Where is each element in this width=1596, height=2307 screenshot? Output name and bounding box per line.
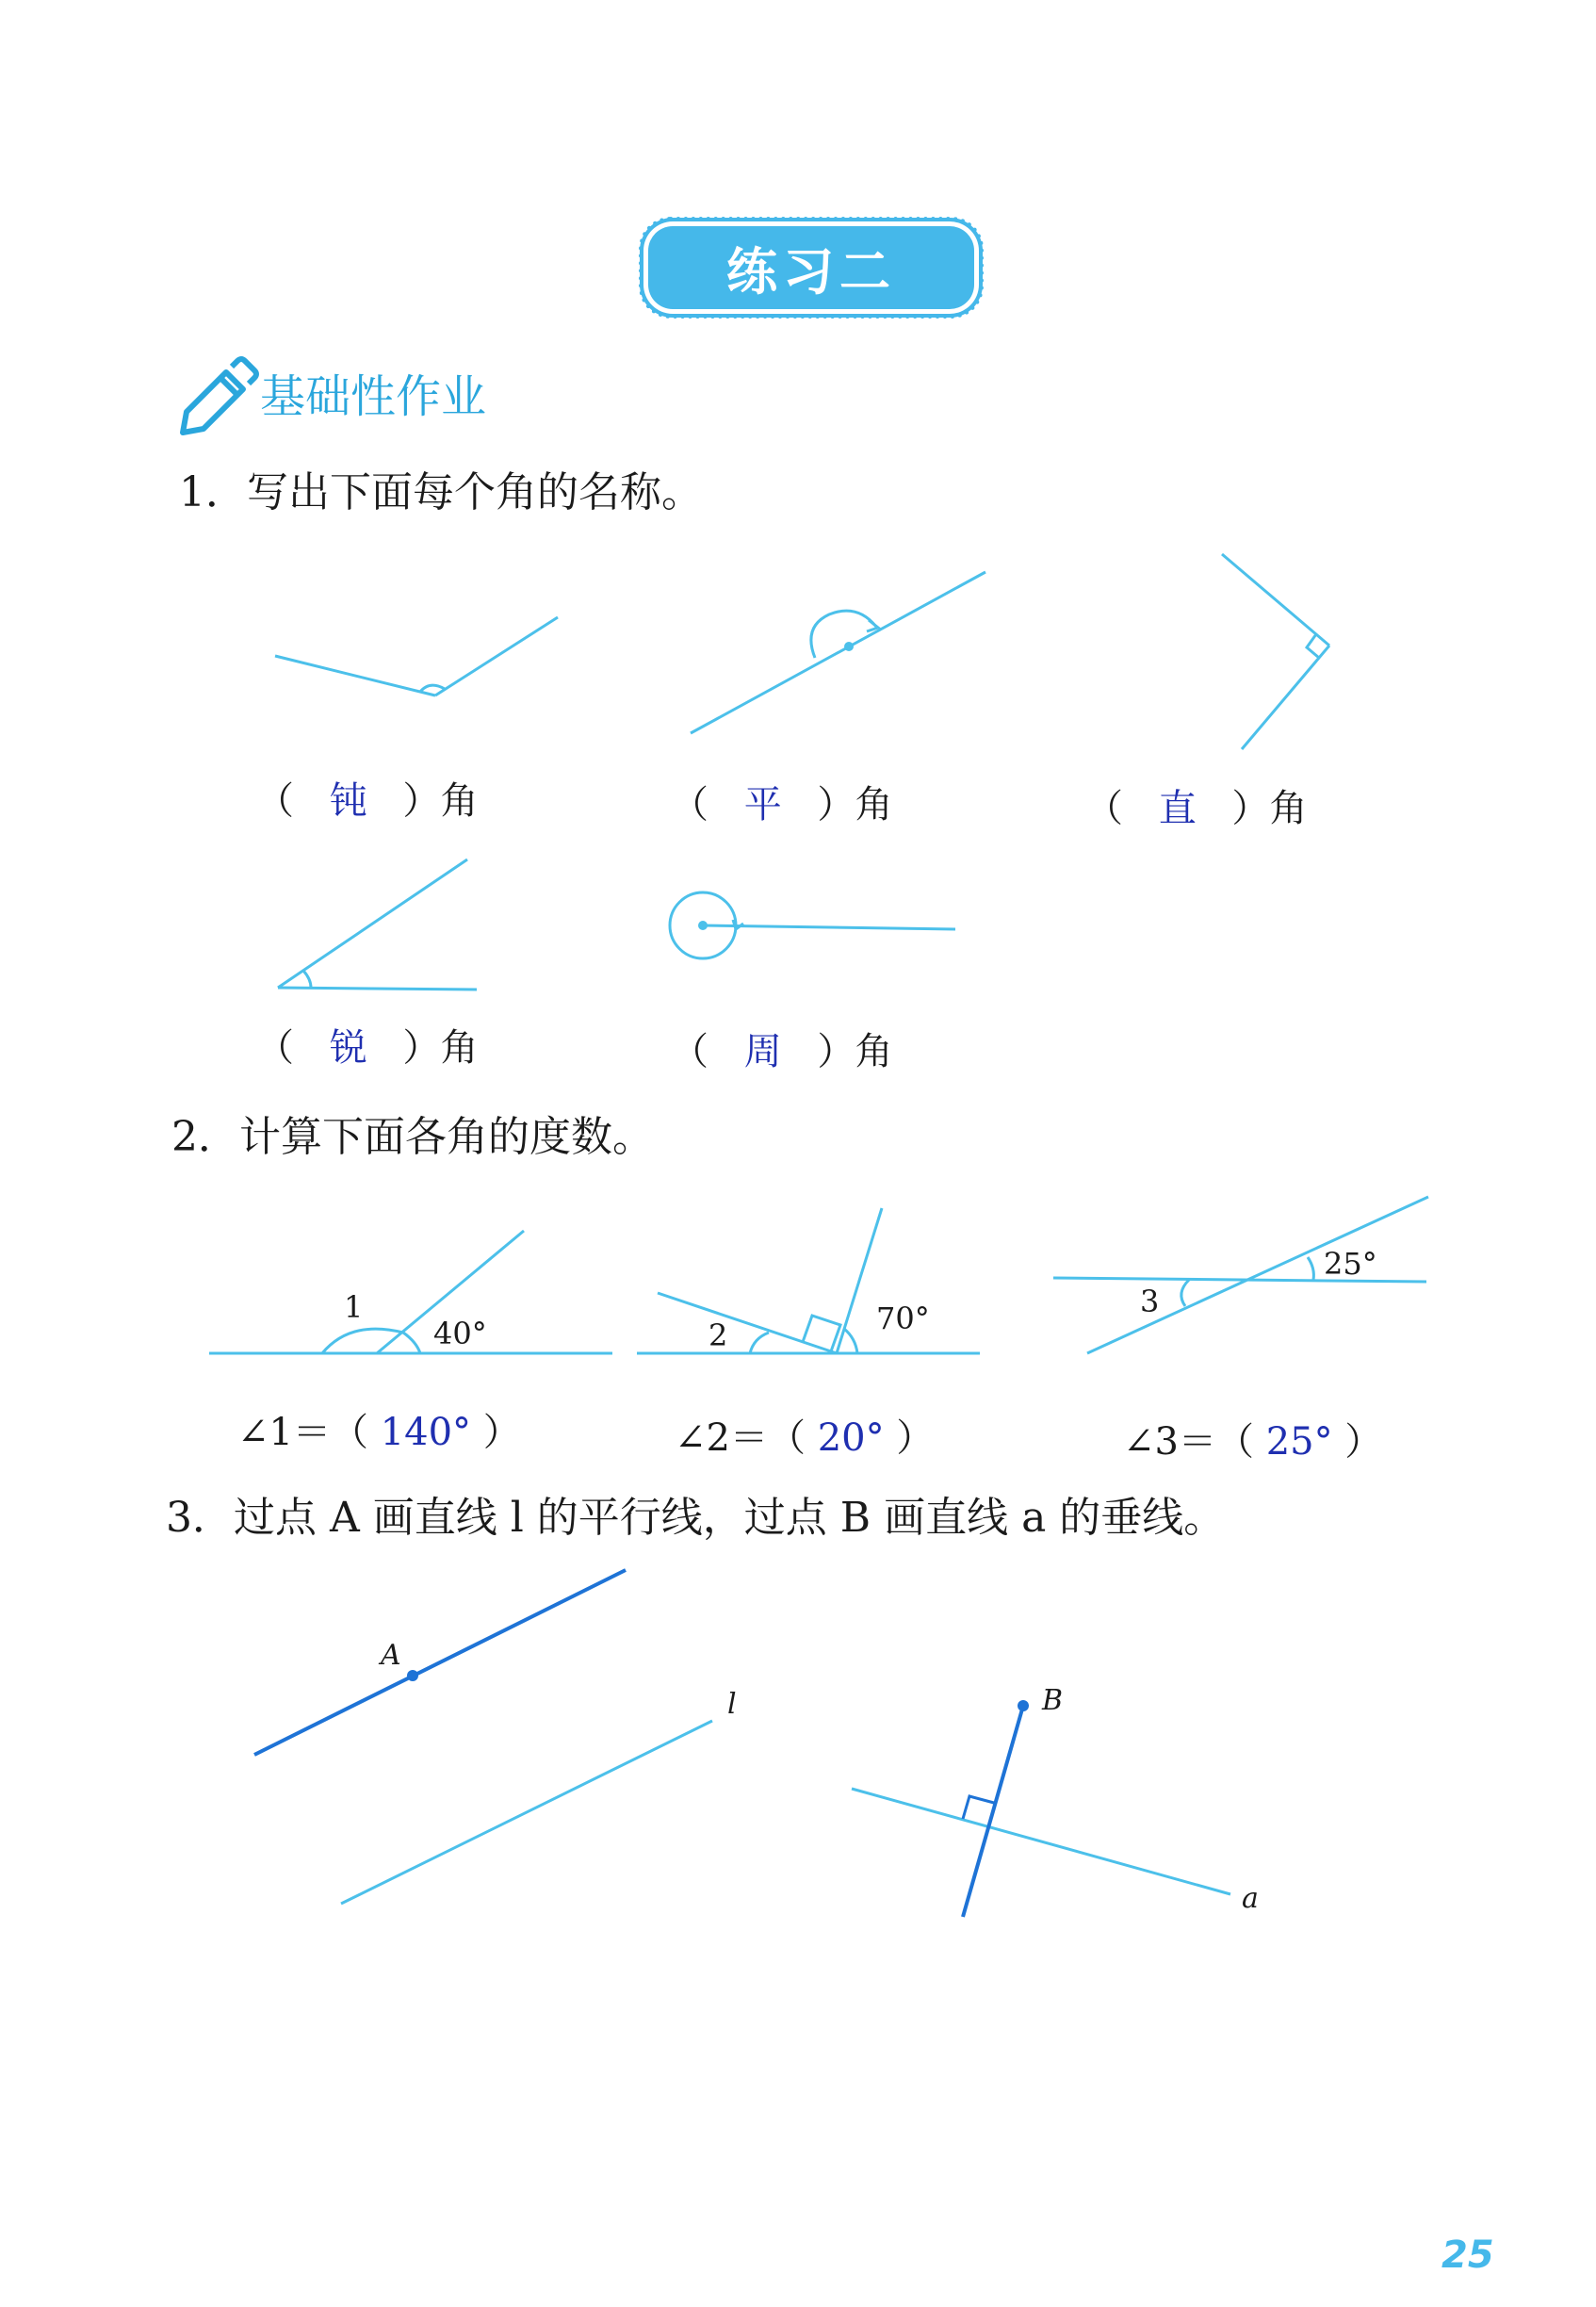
- drawn-parallel-line: [254, 1570, 626, 1755]
- question-3: 3．过点 A 画直线 l 的平行线，过点 B 画直线 a 的垂线。: [166, 1494, 1226, 1542]
- q1-answer-4: （ 锐 ）角: [256, 1018, 478, 1072]
- fig1-angle-label: 1: [344, 1289, 364, 1325]
- q2-answer-3: ∠3＝（ 25° ）: [1123, 1420, 1383, 1464]
- answer-blank[interactable]: 周: [743, 1030, 782, 1073]
- q2-answer-1: ∠1＝（ 140° ）: [237, 1411, 521, 1454]
- fig2-given: 70°: [876, 1301, 930, 1336]
- q2-answer-2: ∠2＝（ 20° ）: [675, 1416, 935, 1460]
- answer-blank[interactable]: 20°: [817, 1416, 885, 1460]
- page-number: 25: [1441, 2233, 1494, 2277]
- fig3-angle-label: 3: [1140, 1284, 1160, 1319]
- answer-blank[interactable]: 直: [1158, 787, 1197, 830]
- label-line-l: l: [727, 1688, 737, 1721]
- page-title: 练习二: [726, 241, 896, 302]
- section-title: 基础性作业: [260, 370, 487, 423]
- point-b: [1018, 1700, 1029, 1711]
- answer-blank[interactable]: 钝: [329, 779, 367, 823]
- fig2-angle-label: 2: [708, 1317, 728, 1353]
- point-a: [407, 1670, 418, 1681]
- fig1-given: 40°: [433, 1316, 487, 1351]
- fig3-given: 25°: [1324, 1246, 1377, 1282]
- q1-answer-3: （ 直 ）角: [1085, 778, 1307, 832]
- drawn-perpendicular-line: [963, 1706, 1023, 1917]
- answer-blank[interactable]: 25°: [1265, 1420, 1333, 1464]
- label-point-a: A: [381, 1639, 401, 1672]
- label-line-a: a: [1242, 1882, 1259, 1915]
- q1-answer-2: （ 平 ）角: [671, 775, 892, 828]
- line-a: [852, 1789, 1230, 1894]
- q1-answer-1: （ 钝 ）角: [256, 771, 478, 825]
- q1-answer-5: （ 周 ）角: [671, 1022, 892, 1075]
- answer-blank[interactable]: 锐: [329, 1026, 367, 1070]
- answer-blank[interactable]: 平: [743, 783, 782, 826]
- answer-blank[interactable]: 140°: [380, 1411, 472, 1454]
- perpendicular-square: [963, 1796, 994, 1819]
- question-2: 2．计算下面各角的度数。: [171, 1113, 654, 1161]
- label-point-b: B: [1042, 1684, 1064, 1717]
- line-l: [341, 1721, 712, 1904]
- question-1: 1．写出下面每个角的名称。: [179, 468, 703, 516]
